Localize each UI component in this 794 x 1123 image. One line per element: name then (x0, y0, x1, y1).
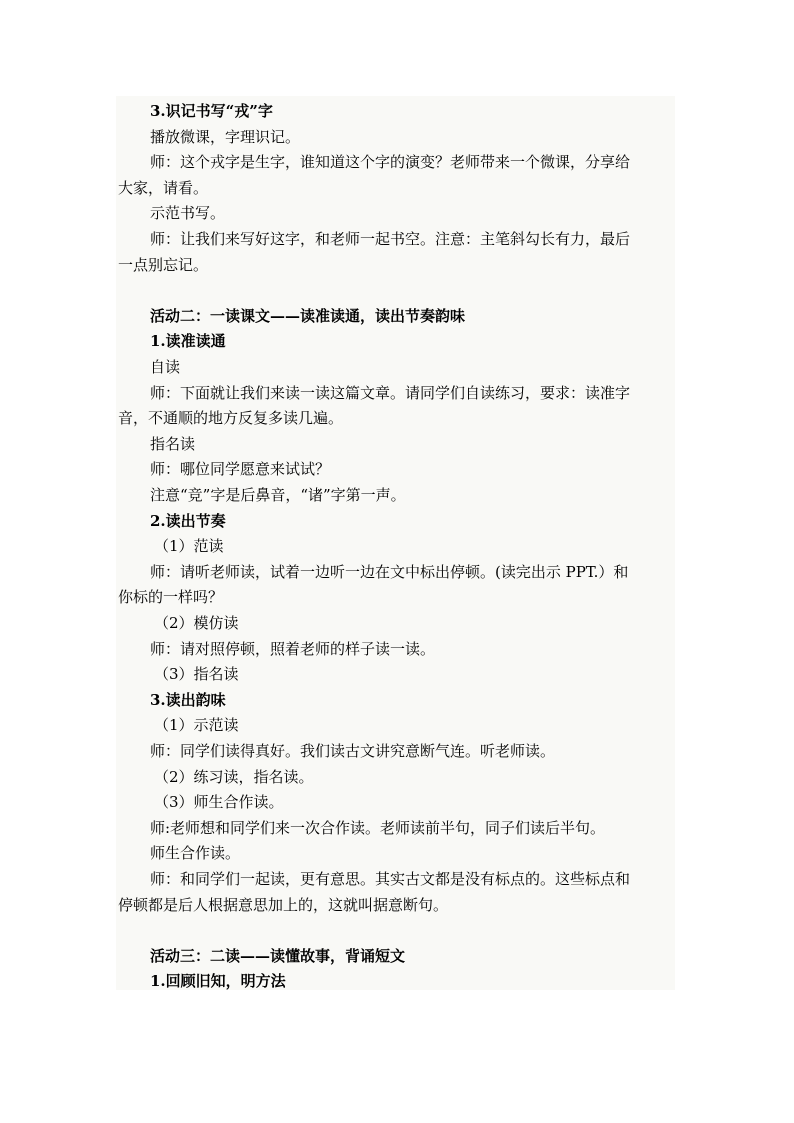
text-line: 注意“竞”字是后鼻音，“诸”字第一声。 (150, 486, 406, 504)
text-line: 师：请对照停顿，照着老师的样子读一读。 (150, 639, 436, 658)
section-heading: 活动二：一读课文——读准读通，读出节奏韵味 (150, 306, 466, 325)
text-line: 指名读 (150, 434, 196, 453)
text-line: （3）指名读 (154, 665, 239, 684)
text-line: 自读 (150, 358, 181, 376)
text-line: 师：和同学们一起读，更有意思。其实古文都是没有标点的。这些标点和 (150, 870, 631, 888)
text-line: （2）模仿读 (154, 614, 239, 632)
text-line: 师：下面就让我们来读一读这篇文章。请同学们自读练习，要求：读准字 (150, 383, 631, 402)
text-line: 播放微课，字理识记。 (150, 127, 301, 146)
text-line: 示范书写。 (150, 204, 226, 223)
text-line: 师：这个戎字是生字，谁知道这个字的演变？老师带来一个微课，分享给 (150, 153, 631, 172)
text-line: 一点别忘记。 (118, 255, 209, 274)
text-line: 师:老师想和同学们来一次合作读。老师读前半句，同子们读后半句。 (150, 818, 606, 837)
section-heading: 活动三：二读——读懂故事，背诵短文 (150, 946, 406, 965)
text-line: 师：让我们来写好这字，和老师一起书空。注意：主笔斜勾长有力，最后 (150, 230, 631, 248)
text-line (118, 917, 674, 943)
text-line: （1）范读 (154, 537, 224, 556)
text-line (118, 277, 674, 303)
text-line: 停顿都是后人根据意思加上的，这就叫据意断句。 (118, 895, 449, 914)
section-heading: 1.读准读通 (150, 332, 226, 351)
section-heading: 3.识记书写“戎”字 (150, 102, 273, 120)
text-line: 师：哪位同学愿意来试试？ (150, 460, 331, 479)
section-heading: 3.读出韵味 (150, 690, 226, 709)
text-line: 音，不通顺的地方反复多读几遍。 (118, 409, 344, 428)
text-line: 师生合作读。 (150, 844, 241, 863)
text-line: （3）师生合作读。 (154, 793, 284, 812)
text-line: （2）练习读，指名读。 (154, 767, 314, 786)
section-heading: 2.读出节奏 (150, 511, 226, 530)
text-line: 你标的一样吗？ (118, 588, 224, 607)
text-line: 师：同学们读得真好。我们读古文讲究意断气连。听老师读。 (150, 742, 556, 760)
section-heading: 1.回顾旧知，明方法 (150, 972, 286, 990)
text-line: 师：请听老师读，试着一边听一边在文中标出停顿。(读完出示 PPT.）和 (150, 562, 629, 581)
text-line: 大家，请看。 (118, 178, 209, 197)
text-line: （1）示范读 (154, 716, 239, 735)
document-page (116, 96, 675, 990)
